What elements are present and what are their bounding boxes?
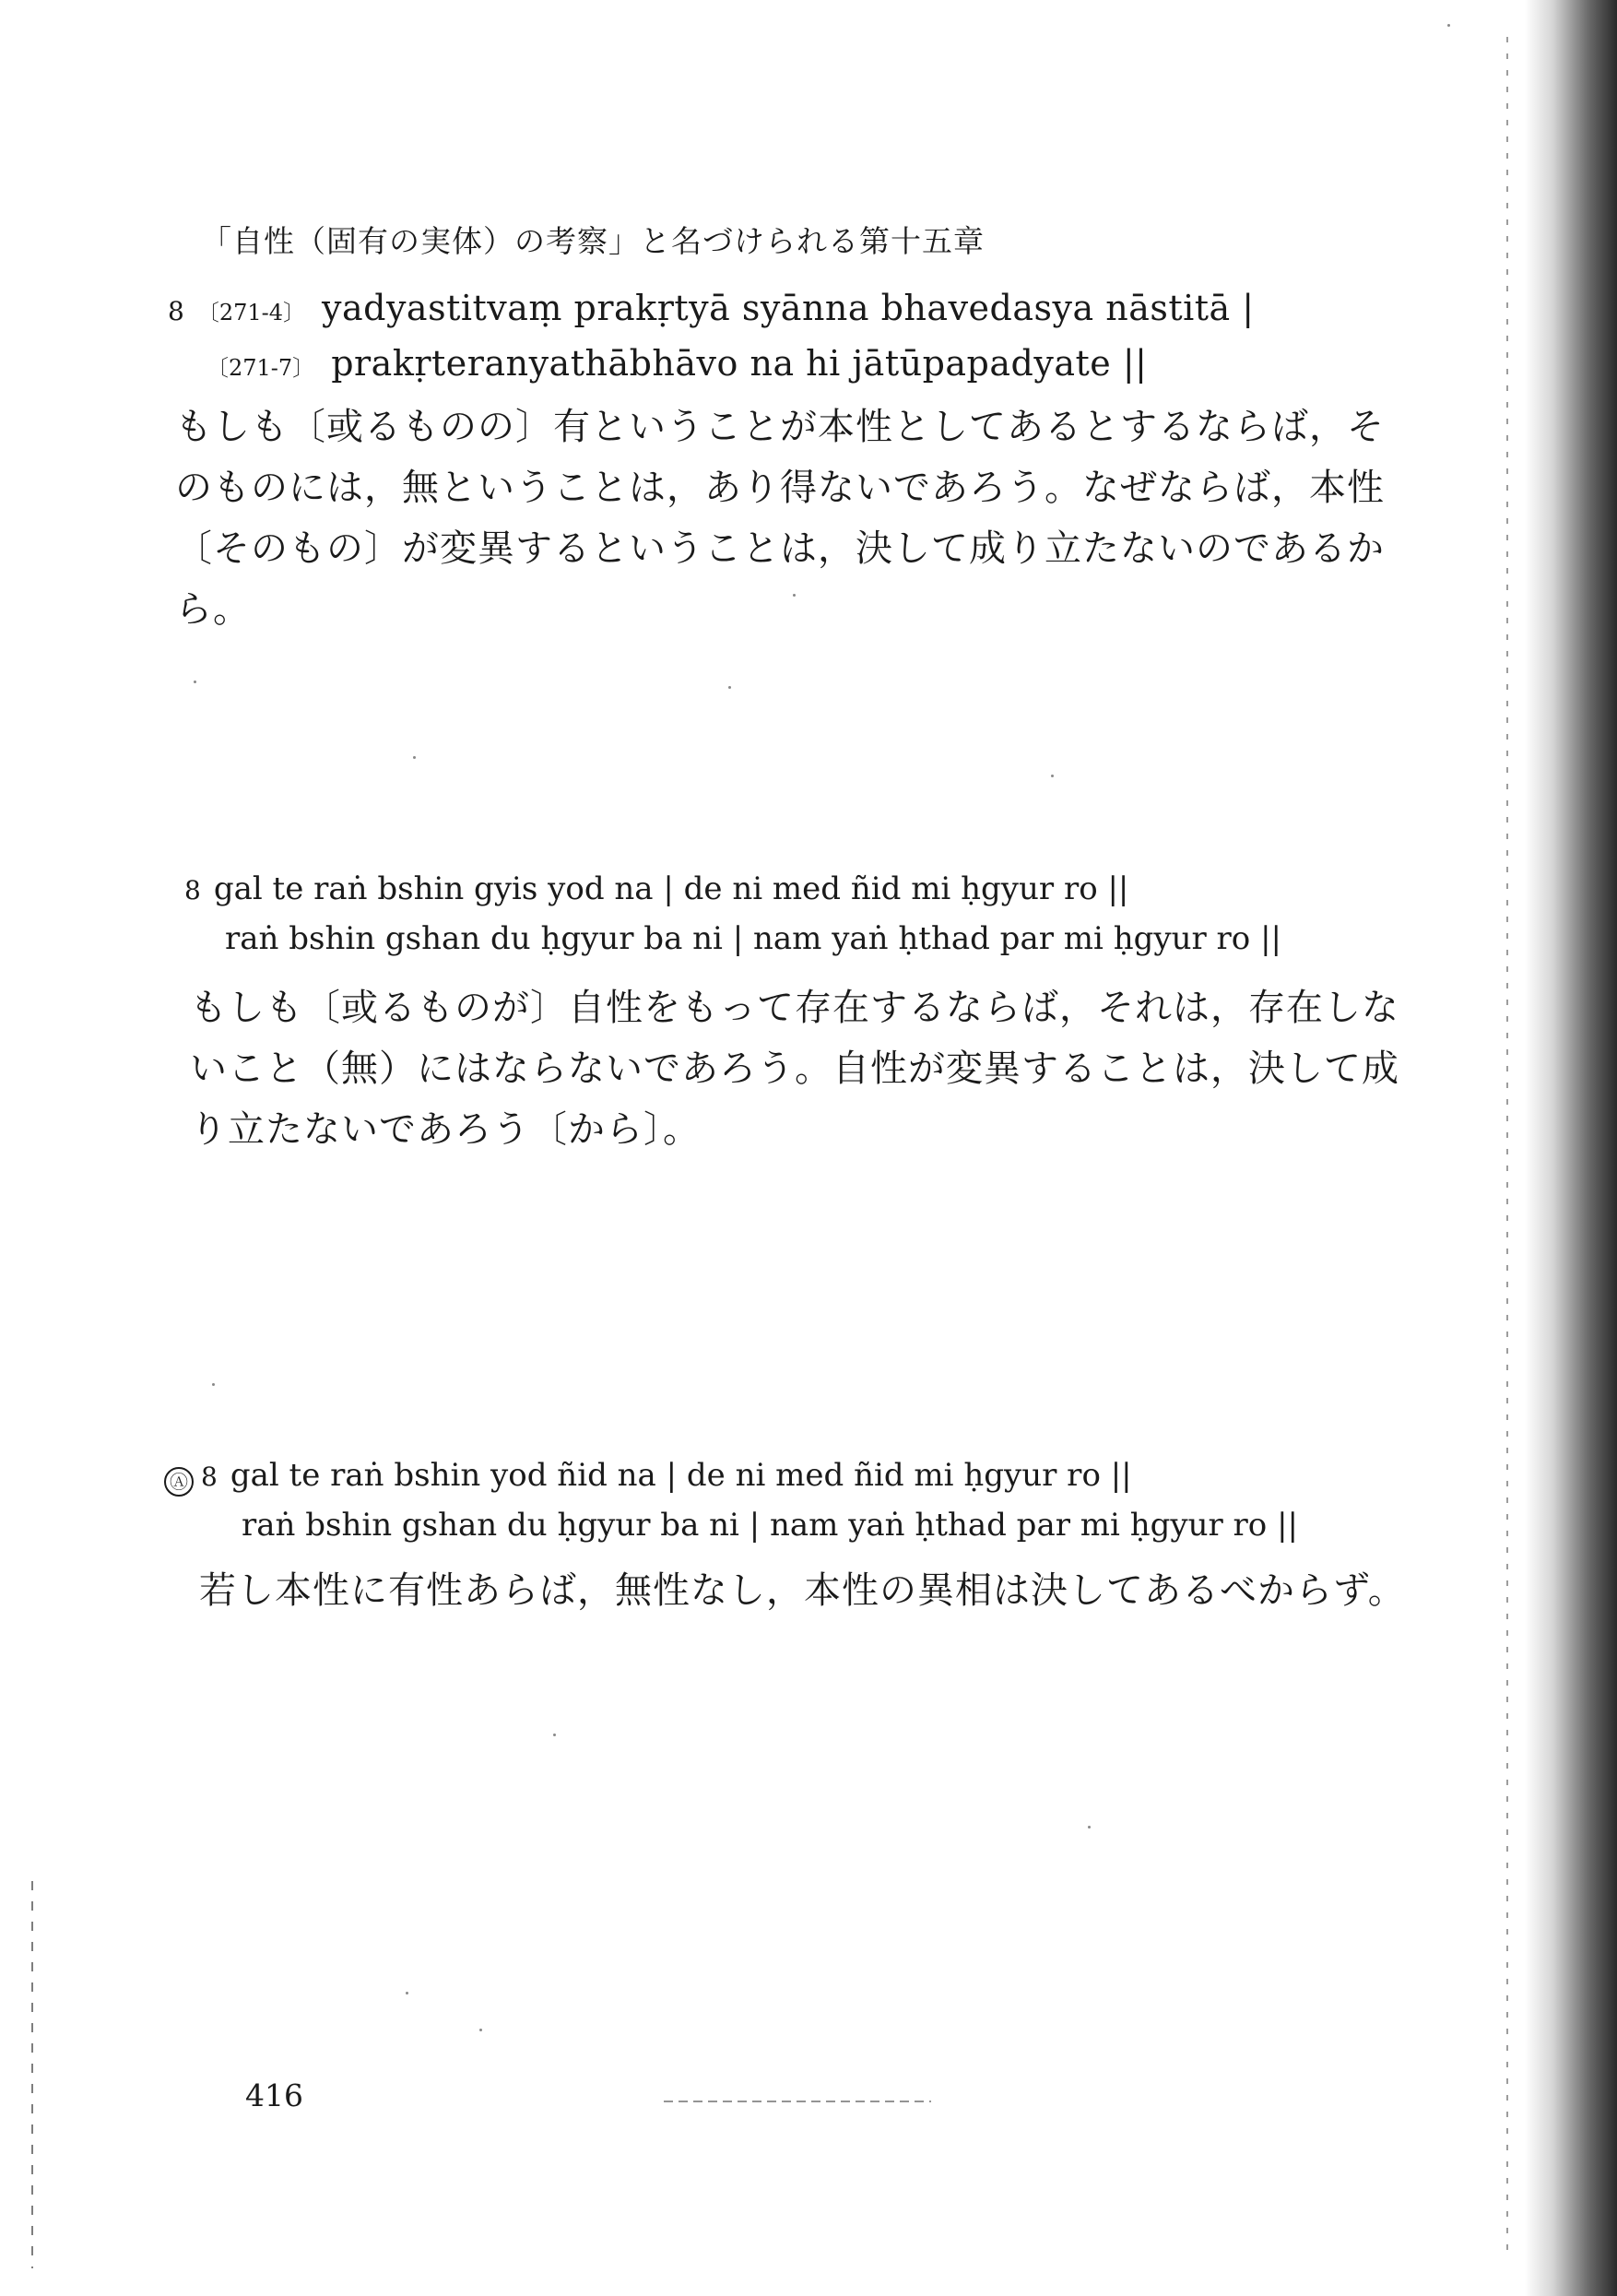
sanskrit-text: prakṛteranyathābhāvo na hi jātūpapadyate || [331, 343, 1148, 384]
scan-speck [479, 2029, 482, 2031]
tibetan-verse-a-line-2 [242, 1507, 1298, 1544]
scan-speck [1447, 24, 1450, 27]
left-margin-marks [31, 1881, 33, 2268]
page-edge-shadow [1525, 0, 1617, 2296]
sanskrit-text: yadyastitvaṃ prakṛtyā syānna bhavedasya nāstitā | [322, 288, 1255, 328]
verse-reference: 〔271-7〕 [207, 355, 315, 381]
verse-reference: 〔271-4〕 [196, 300, 306, 325]
sanskrit-verse-line-1 [168, 288, 1255, 328]
scan-speck [212, 1383, 215, 1386]
scan-speck [413, 756, 416, 759]
tibetan-text: gal te raṅ bshin gyis yod na | de ni med ñid mi ḥgyur ro || [213, 870, 1129, 907]
page-edge-line [1506, 37, 1508, 2250]
tibetan-verse-a-line-1 [164, 1457, 1132, 1497]
scan-speck [1051, 775, 1054, 777]
japanese-translation-1: もしも〔或るものの〕有ということが本性としてあるとするならば，そのものには，無ということは，あり得ないであろう。なぜならば，本性〔そのもの〕が変異するということは，決して成り立たないのであるから。 [175, 406, 1385, 631]
page-number: 416 [245, 2077, 303, 2113]
scan-artifact-line [664, 2101, 931, 2102]
scan-speck [194, 681, 196, 683]
circled-a-marker: Ⓐ [164, 1467, 194, 1497]
scan-speck [553, 1734, 556, 1736]
japanese-translation-2: もしも〔或るものが〕自性をもって存在するならば，それは，存在しないこと（無）にはならないであろう。自性が変異することは，決して成り立たないであろう〔から〕。 [190, 987, 1399, 1151]
tibetan-text: raṅ bshin gshan du ḥgyur ba ni | nam yaṅ ḥthad par mi ḥgyur ro || [242, 1507, 1298, 1544]
classical-japanese-translation: 若し本性に有性あらば，無性なし，本性の異相は決してあるべからず。 [199, 1569, 1406, 1612]
scan-speck [793, 594, 796, 597]
verse-number: 8 [184, 875, 201, 905]
chapter-title: 「自性（固有の実体）の考察」と名づけられる第十五章 [201, 223, 985, 259]
scan-speck [406, 1992, 408, 1994]
tibetan-text: raṅ bshin gshan du ḥgyur ba ni | nam yaṅ ḥthad par mi ḥgyur ro || [225, 920, 1281, 957]
tibetan-verse-line-2 [225, 920, 1281, 957]
tibetan-text: gal te raṅ bshin yod ñid na | de ni med ñid mi ḥgyur ro || [230, 1457, 1132, 1494]
scan-speck [1088, 1826, 1091, 1829]
sanskrit-verse-line-2 [207, 343, 1147, 384]
verse-number: 8 [201, 1462, 218, 1492]
scan-speck [728, 686, 731, 689]
verse-number: 8 [168, 296, 184, 326]
tibetan-verse-line-1 [184, 870, 1128, 907]
